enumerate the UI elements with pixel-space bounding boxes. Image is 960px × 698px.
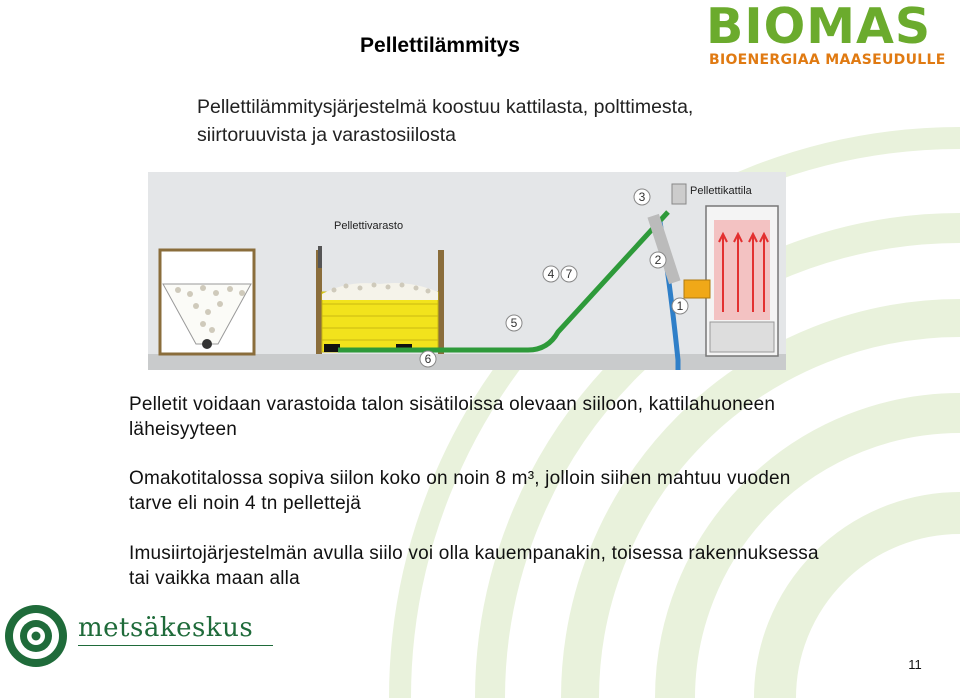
diagram-marker-3 [634,189,650,205]
biomas-wordmark: BIOMAS [706,0,932,55]
paragraph-storage: Pelletit voidaan varastoida talon sisätiloissa olevaan siiloon, kattilahuoneen läheisyyteen [129,394,776,440]
diagram-marker-5 [506,315,522,331]
paragraph-silo-size: Omakotitalossa sopiva siilon koko on noin 8 m³, jolloin siihen mahtuu vuoden tarve eli noin 4 tn pellettejä [129,468,791,514]
slide-title: Pellettilämmitys [360,34,520,57]
paragraph-suction-system: Imusiirtojärjestelmän avulla siilo voi olla kauempanakin, toisessa rakennuksessa tai vaikka maan alla [129,543,819,589]
metsakeskus-logo [2,601,272,671]
page-number: 11 [908,657,922,672]
svg-text:3: 3 [638,190,646,204]
svg-text:1: 1 [676,299,684,313]
diagram-floor [148,354,786,370]
metsakeskus-wordmark: metsäkeskus [78,613,254,643]
diagram-label-boiler: Pellettikattila [690,185,752,197]
diagram-marker-6 [420,351,436,367]
svg-text:4: 4 [547,267,555,281]
slide-subtitle: Pellettilämmitysjärjestelmä koostuu kattilasta, polttimesta, siirtoruuvista ja varastosiilosta [197,96,694,146]
diagram-marker-7 [561,266,577,282]
diagram-marker-2 [650,252,666,268]
biomas-logo [706,0,946,72]
svg-text:6: 6 [424,352,432,366]
pellet-system-diagram [148,172,786,370]
svg-text:7: 7 [565,267,573,281]
hopper-silo [160,250,254,354]
metsakeskus-underline [78,645,273,646]
svg-text:2: 2 [654,253,662,267]
metsakeskus-emblem-icon [2,601,72,671]
biomas-tagline: BIOENERGIAA MAASEUDULLE [709,52,946,68]
svg-text:5: 5 [510,316,518,330]
diagram-marker-4 [543,266,559,282]
diagram-marker-1 [672,298,688,314]
diagram-label-storage: Pellettivarasto [334,220,404,232]
